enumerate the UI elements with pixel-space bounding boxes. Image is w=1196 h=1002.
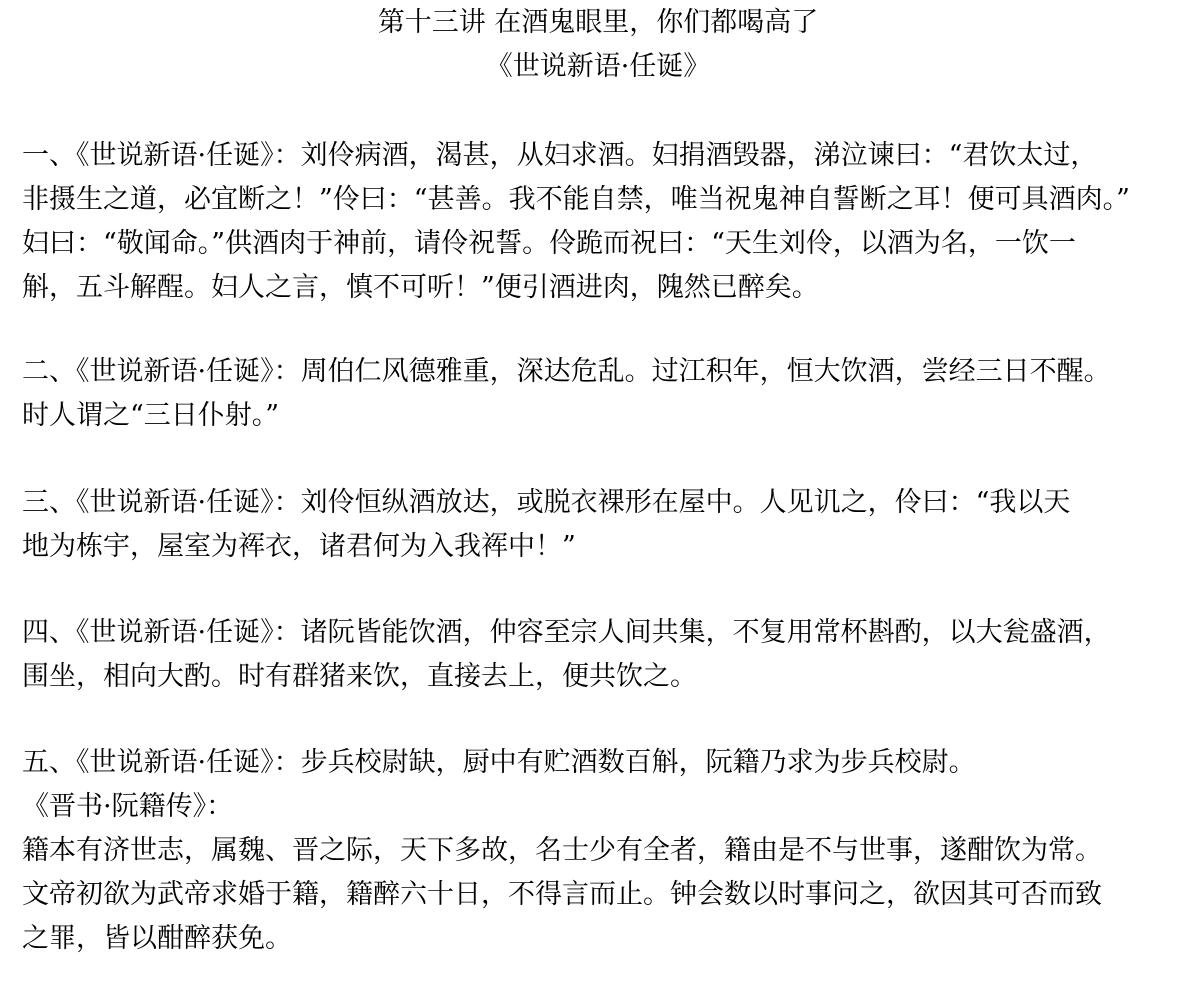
passage-line: 一、《世说新语·任诞》：刘伶病酒，渴甚，从妇求酒。妇捐酒毁器，涕泣谏曰：“君饮太过， [22,140,1098,171]
passage-line: 二、《世说新语·任诞》：周伯仁风德雅重，深达危乱。过江积年，恒大饮酒，尝经三日不醒。 [22,356,1111,387]
passage-line: 文帝初欲为武帝求婚于籍，籍醉六十日，不得言而止。钟会数以时事问之，欲因其可否而致 [22,879,1102,910]
passage-line: 围坐，相向大酌。时有群猪来饮，直接去上，便共饮之。 [22,661,697,692]
passage-4 [22,611,1182,699]
passage-line: 之罪，皆以酣醉获免。 [22,923,292,954]
passage-line: 四、《世说新语·任诞》：诸阮皆能饮酒，仲容至宗人间共集，不复用常杯斟酌，以大瓮盛酒， [22,617,1111,648]
lecture-title: 第十三讲 在酒鬼眼里，你们都喝高了 [377,7,819,38]
passage-line: 五、《世说新语·任诞》：步兵校尉缺，厨中有贮酒数百斛，阮籍乃求为步兵校尉。 [22,747,976,778]
passage-line: 斛，五斗解酲。妇人之言，慎不可听！”便引酒进肉，隗然已醉矣。 [22,272,819,303]
passage-1 [22,134,1182,310]
source-heading: 《晋书·阮籍传》： [22,791,234,822]
passage-line: 三、《世说新语·任诞》：刘伶恒纵酒放达，或脱衣裸形在屋中。人见讥之，伶曰：“我以天 [22,487,1071,518]
passage-5 [22,741,1182,961]
book-subtitle: 《世说新语·任诞》 [485,51,711,82]
passage-line: 地为栋宇，屋室为裈衣，诸君何为入我裈中！” [22,531,576,562]
passage-line: 籍本有济世志，属魏、晋之际，天下多故，名士少有全者，籍由是不与世事，遂酣饮为常。 [22,835,1102,866]
passage-line: 妇曰：“敬闻命。”供酒肉于神前，请伶祝誓。伶跪而祝曰：“天生刘伶，以酒为名，一饮一 [22,228,1076,259]
passage-2 [22,350,1182,438]
passage-line: 时人谓之“三日仆射。” [22,400,280,431]
passage-line: 非摄生之道，必宜断之！”伶曰：“甚善。我不能自禁，唯当祝鬼神自誓断之耳！便可具酒肉。” [22,184,1130,215]
passage-3 [22,481,1182,569]
